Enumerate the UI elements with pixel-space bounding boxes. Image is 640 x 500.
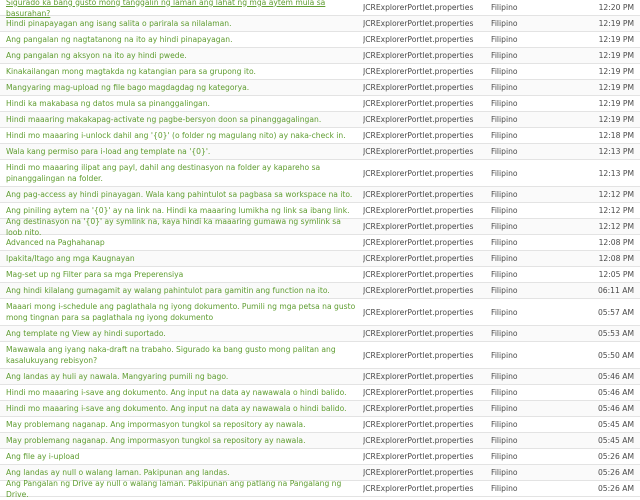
timestamp: 12:08 PM (598, 254, 634, 263)
timestamp: 12:12 PM (598, 222, 634, 231)
language: Filipino (491, 115, 518, 124)
translation-text-link[interactable]: Ang template ng View ay hindi suportado. (6, 329, 166, 338)
language: Filipino (491, 329, 518, 338)
language: Filipino (491, 222, 518, 231)
timestamp: 05:57 AM (597, 307, 634, 317)
translation-text-link[interactable]: Hindi maaaring makakapag-activate ng pagbe-bersyon doon sa pinanggagalingan. (6, 115, 322, 124)
timestamp: 12:12 PM (598, 190, 634, 199)
language: Filipino (491, 99, 518, 108)
timestamp: 05:53 AM (597, 329, 634, 338)
language: Filipino (491, 388, 518, 397)
translation-row[interactable] (0, 80, 640, 96)
file-name: JCRExplorerPortlet.properties (363, 131, 474, 140)
translation-text-link[interactable]: Ang Pangalan ng Drive ay null o walang laman. Pakipunan ang patlang na Pangalang ng Drive. (6, 478, 342, 499)
timestamp: 05:26 AM (597, 468, 634, 477)
translation-row[interactable] (0, 48, 640, 64)
translation-row[interactable] (0, 478, 640, 499)
translation-text-link[interactable]: Advanced na Paghahanap (6, 238, 105, 247)
timestamp: 12:19 PM (598, 115, 634, 124)
language: Filipino (491, 67, 518, 76)
language: Filipino (491, 168, 518, 178)
file-name: JCRExplorerPortlet.properties (363, 206, 474, 215)
translation-text-link[interactable]: Ang hindi kilalang gumagamit ay walang pahintulot para gamitin ang function na ito. (6, 286, 330, 295)
file-name: JCRExplorerPortlet.properties (363, 270, 474, 279)
translation-row[interactable] (0, 267, 640, 283)
language: Filipino (491, 270, 518, 279)
timestamp: 05:26 AM (597, 484, 634, 493)
translation-row[interactable] (0, 32, 640, 48)
translation-row[interactable] (0, 235, 640, 251)
file-name: JCRExplorerPortlet.properties (363, 372, 474, 381)
timestamp: 05:26 AM (597, 452, 634, 461)
file-name: JCRExplorerPortlet.properties (363, 222, 474, 231)
language: Filipino (491, 307, 518, 317)
translation-text-link[interactable]: May problemang naganap. Ang impormasyon tungkol sa repository ay nawala. (6, 420, 306, 429)
translation-text-link[interactable]: Hindi mo maaaring i-save ang dokumento. Ang input na data ay nawawala o hindi balido. (6, 404, 347, 413)
timestamp: 12:08 PM (598, 238, 634, 247)
timestamp: 05:45 AM (597, 436, 634, 445)
timestamp: 12:12 PM (598, 206, 634, 215)
language: Filipino (491, 83, 518, 92)
language: Filipino (491, 452, 518, 461)
language: Filipino (491, 35, 518, 44)
translation-row[interactable] (0, 216, 640, 237)
translation-row[interactable] (0, 128, 640, 144)
translation-text-link[interactable]: Hindi ka makabasa ng datos mula sa pinanggalingan. (6, 99, 210, 108)
translation-text-link[interactable]: Ang pangalan ng nagtatanong na ito ay hindi pinapayagan. (6, 35, 233, 44)
translation-row[interactable] (0, 433, 640, 449)
timestamp: 12:13 PM (598, 147, 634, 156)
language: Filipino (491, 206, 518, 215)
file-name: JCRExplorerPortlet.properties (363, 83, 474, 92)
file-name: JCRExplorerPortlet.properties (363, 168, 474, 178)
translation-text-link[interactable]: Hindi mo maaaring i-unlock dahil ang '{0}' (o folder ng magulang nito) ay naka-check in. (6, 131, 346, 140)
translation-row[interactable] (0, 251, 640, 267)
file-name: JCRExplorerPortlet.properties (363, 388, 474, 397)
file-name: JCRExplorerPortlet.properties (363, 3, 474, 12)
timestamp: 05:45 AM (597, 420, 634, 429)
translation-text-link[interactable]: Sigurado ka bang gusto mong tanggalin ng laman ang lahat ng mga aytem mula sa basurahan? (6, 0, 326, 18)
language: Filipino (491, 19, 518, 28)
translation-row[interactable] (0, 96, 640, 112)
language: Filipino (491, 254, 518, 263)
translation-row[interactable] (0, 385, 640, 401)
language: Filipino (491, 436, 518, 445)
timestamp: 12:18 PM (598, 131, 634, 140)
file-name: JCRExplorerPortlet.properties (363, 238, 474, 247)
file-name: JCRExplorerPortlet.properties (363, 286, 474, 295)
translation-text-link[interactable]: May problemang naganap. Ang impormasyon tungkol sa repository ay nawala. (6, 436, 306, 445)
timestamp: 06:11 AM (597, 286, 634, 295)
timestamp: 12:13 PM (598, 168, 634, 178)
translation-row[interactable] (0, 0, 640, 16)
language: Filipino (491, 468, 518, 477)
language: Filipino (491, 372, 518, 381)
translation-row[interactable] (0, 283, 640, 299)
translation-row[interactable] (0, 369, 640, 385)
file-name: JCRExplorerPortlet.properties (363, 115, 474, 124)
timestamp: 12:19 PM (598, 67, 634, 76)
translation-text-link[interactable]: Ipakita/Itago ang mga Kaugnayan (6, 254, 135, 263)
file-name: JCRExplorerPortlet.properties (363, 51, 474, 60)
translation-text-link[interactable]: Ang pag-access ay hindi pinayagan. Wala kang pahintulot sa pagbasa sa workspace na ito. (6, 190, 353, 199)
timestamp: 05:46 AM (597, 388, 634, 397)
translation-text-link[interactable]: Mag-set up ng Filter para sa mga Preperensiya (6, 270, 184, 279)
timestamp: 12:19 PM (598, 19, 634, 28)
translation-row[interactable] (0, 417, 640, 433)
timestamp: 12:19 PM (598, 51, 634, 60)
timestamp: 12:19 PM (598, 99, 634, 108)
translation-text-link[interactable]: Ang landas ay huli ay nawala. Mangyaring pumili ng bago. (6, 372, 229, 381)
translation-text-link[interactable]: Maaari mong i-schedule ang paglathala ng iyong dokumento. Pumili ng mga petsa na gusto mong tingnan para sa paglathala ng iyong dokumento (6, 302, 356, 322)
translation-text-link[interactable]: Ang destinasyon na '{0}' ay symlink na, kaya hindi ka maaaring gumawa ng symlink sa loob nito. (6, 216, 341, 237)
translation-text-link[interactable]: Mawawala ang iyang naka-draft na trabaho. Sigurado ka bang gusto mong palitan ang kasalukuyang rebisyon? (6, 345, 336, 365)
file-name: JCRExplorerPortlet.properties (363, 147, 474, 156)
timestamp: 05:46 AM (597, 372, 634, 381)
translation-text-link[interactable]: Kinakailangan mong magtakda ng katangian para sa grupong ito. (6, 67, 256, 76)
file-name: JCRExplorerPortlet.properties (363, 99, 474, 108)
translation-text-link[interactable]: Ang file ay i-upload (6, 452, 80, 461)
translation-row[interactable] (0, 187, 640, 203)
translation-row[interactable] (0, 326, 640, 342)
translation-row[interactable] (0, 160, 640, 187)
translation-row[interactable] (0, 401, 640, 417)
file-name: JCRExplorerPortlet.properties (363, 190, 474, 199)
language: Filipino (491, 147, 518, 156)
translation-row[interactable] (0, 64, 640, 80)
file-name: JCRExplorerPortlet.properties (363, 420, 474, 429)
language: Filipino (491, 51, 518, 60)
file-name: JCRExplorerPortlet.properties (363, 350, 474, 360)
translation-row[interactable] (0, 449, 640, 465)
translation-text-link[interactable]: Mangyaring mag-upload ng file bago magdagdag ng kategorya. (6, 83, 250, 92)
file-name: JCRExplorerPortlet.properties (363, 19, 474, 28)
language: Filipino (491, 3, 518, 12)
file-name: JCRExplorerPortlet.properties (363, 484, 474, 493)
timestamp: 05:46 AM (597, 404, 634, 413)
translation-text-link[interactable]: Hindi mo maaaring i-save ang dokumento. Ang input na data ay nawawala o hindi balido. (6, 388, 347, 397)
file-name: JCRExplorerPortlet.properties (363, 404, 474, 413)
translation-text-link[interactable]: Hindi mo maaaring ilipat ang payl, dahil ang destinasyon na folder ay kapareho sa pinanggalingan na folder. (6, 163, 321, 183)
file-name: JCRExplorerPortlet.properties (363, 307, 474, 317)
translation-text-link[interactable]: Ang piniling aytem na '{0}' ay na link na. Hindi ka maaaring lumikha ng link sa ibang link. (6, 206, 350, 215)
file-name: JCRExplorerPortlet.properties (363, 67, 474, 76)
file-name: JCRExplorerPortlet.properties (363, 452, 474, 461)
language: Filipino (491, 404, 518, 413)
file-name: JCRExplorerPortlet.properties (363, 329, 474, 338)
language: Filipino (491, 131, 518, 140)
timestamp: 12:20 PM (598, 3, 634, 12)
translation-text-link[interactable]: Hindi pinapayagan ang isang salita o parirala sa nilalaman. (6, 19, 232, 28)
translation-text-link[interactable]: Ang landas ay null o walang laman. Pakipunan ang landas. (6, 468, 230, 477)
translation-row[interactable] (0, 299, 640, 326)
translation-row[interactable] (0, 112, 640, 128)
translation-text-link[interactable]: Wala kang permiso para i-load ang template na '{0}'. (6, 147, 211, 156)
language: Filipino (491, 350, 518, 360)
language: Filipino (491, 286, 518, 295)
language: Filipino (491, 190, 518, 199)
timestamp: 12:05 PM (598, 270, 634, 279)
timestamp: 12:19 PM (598, 35, 634, 44)
file-name: JCRExplorerPortlet.properties (363, 254, 474, 263)
translation-row[interactable] (0, 144, 640, 160)
timestamp: 12:19 PM (598, 83, 634, 92)
translation-row[interactable] (0, 16, 640, 32)
file-name: JCRExplorerPortlet.properties (363, 468, 474, 477)
file-name: JCRExplorerPortlet.properties (363, 35, 474, 44)
timestamp: 05:50 AM (597, 350, 634, 360)
language: Filipino (491, 238, 518, 247)
translation-row[interactable] (0, 342, 640, 369)
file-name: JCRExplorerPortlet.properties (363, 436, 474, 445)
language: Filipino (491, 420, 518, 429)
translation-text-link[interactable]: Ang pangalan ng aksyon na ito ay hindi pwede. (6, 51, 187, 60)
language: Filipino (491, 484, 518, 493)
